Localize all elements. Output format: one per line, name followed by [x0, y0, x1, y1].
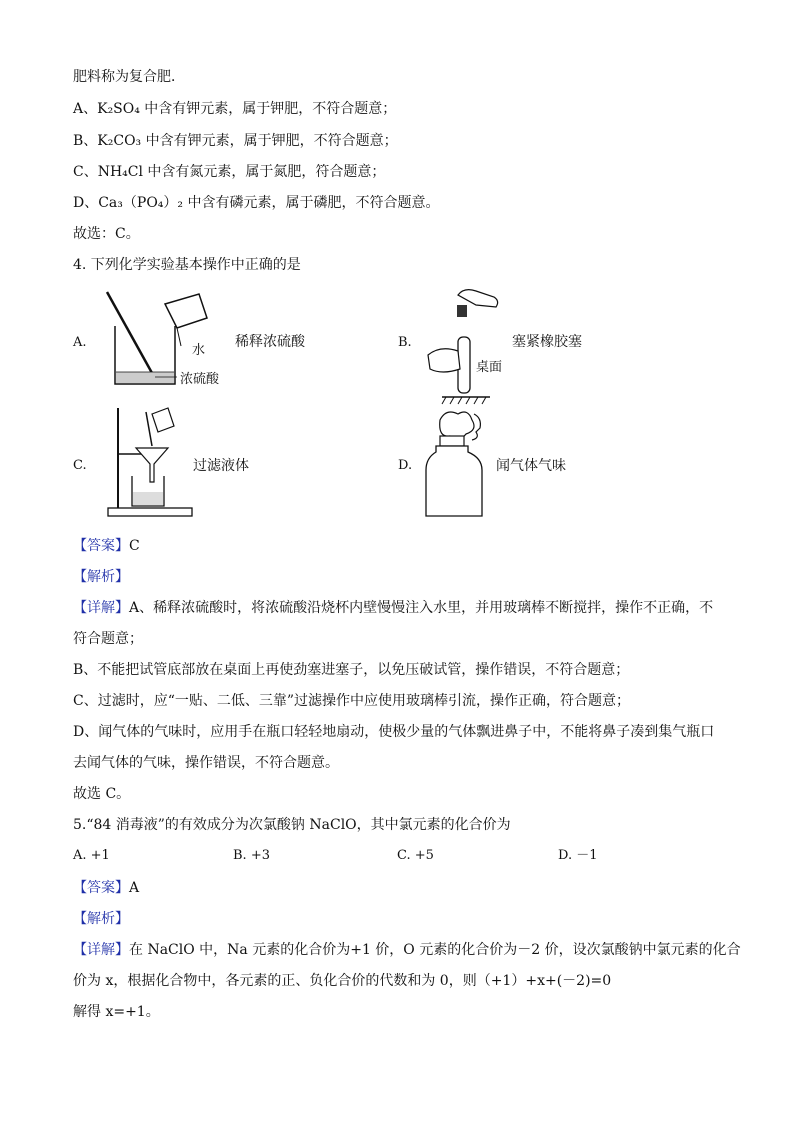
label-acid: 浓硫酸 [180, 372, 220, 387]
detail-line: C、过滤时，应“一贴、二低、三靠”过滤操作中应使用玻璃棒引流，操作正确，符合题意； [73, 693, 631, 709]
option-c-letter: C. [73, 458, 87, 473]
option-b-caption: 塞紧橡胶塞 [512, 334, 582, 350]
label-table: 桌面 [476, 360, 503, 375]
analysis-tag: 【解析】 [73, 569, 129, 585]
detail-line: 价为 x，根据化合物中，各元素的正、负化合价的代数和为 0，则（+1）+x+(－2)=0 [73, 973, 612, 989]
detail-line: B、不能把试管底部放在桌面上再使劲塞进塞子，以免压破试管，操作错误，不符合题意； [73, 662, 630, 678]
q5-option-c: C. +5 [397, 848, 434, 863]
detail-line: 符合题意； [73, 631, 143, 647]
detail-line: 【详解】在 NaClO 中，Na 元素的化合价为+1 价，O 元素的化合价为－2 价，设次氯酸钠中氯元素的化合 [73, 942, 741, 958]
text-line: D、Ca₃（PO₄）₂ 中含有磷元素，属于磷肥，不符合题意。 [73, 195, 440, 211]
q5-option-d: D. －1 [558, 848, 598, 863]
smell-gas-figure [422, 408, 502, 522]
q5-option-b: B. +3 [233, 848, 270, 863]
stopper-figure [418, 285, 518, 410]
answer-value: A [129, 880, 140, 896]
detail-line: D、闻气体的气味时，应用手在瓶口轻轻地扇动，使极少量的气体飘进鼻子中，不能将鼻子凑到集气瓶口 [73, 724, 715, 740]
label-water: 水 [192, 343, 206, 358]
answer-tag: 【答案】 [73, 880, 129, 896]
detail-line: 故选 C。 [73, 786, 131, 802]
detail-line: 【详解】A、稀释浓硫酸时，将浓硫酸沿烧杯内壁慢慢注入水里，并用玻璃棒不断搅拌，操作不正确，不 [73, 600, 714, 616]
q5-option-a: A. +1 [73, 848, 110, 863]
option-d-caption: 闻气体气味 [496, 458, 566, 474]
answer-value: C [129, 538, 140, 554]
answer-tag: 【答案】 [73, 538, 129, 554]
option-b-letter: B. [398, 335, 412, 350]
question-5-stem: 5.“84 消毒液”的有效成分为次氯酸钠 NaClO，其中氯元素的化合价为 [73, 817, 511, 833]
text-line: C、NH₄Cl 中含有氮元素，属于氮肥，符合题意； [73, 164, 386, 180]
option-a-letter: A. [73, 335, 87, 350]
detail-tag: 【详解】 [73, 942, 129, 958]
option-c-caption: 过滤液体 [193, 458, 249, 474]
text-line: A、K₂SO₄ 中含有钾元素，属于钾肥，不符合题意； [73, 101, 397, 117]
analysis-tag: 【解析】 [73, 911, 129, 927]
question-4-stem: 4. 下列化学实验基本操作中正确的是 [73, 257, 301, 273]
answer-line [73, 879, 139, 897]
filter-figure [100, 398, 200, 520]
dilute-acid-figure [95, 288, 255, 394]
detail-line: 去闻气体的气味，操作错误，不符合题意。 [73, 755, 339, 771]
detail-line: 解得 x=+1。 [73, 1004, 160, 1020]
text-line: 故选：C。 [73, 226, 140, 242]
option-a-caption: 稀释浓硫酸 [235, 334, 305, 350]
detail-tag: 【详解】 [73, 600, 129, 616]
option-d-letter: D. [398, 458, 413, 473]
text-line: B、K₂CO₃ 中含有钾元素，属于钾肥，不符合题意； [73, 133, 398, 149]
answer-line [73, 537, 140, 555]
text-line: 肥料称为复合肥． [73, 69, 185, 85]
